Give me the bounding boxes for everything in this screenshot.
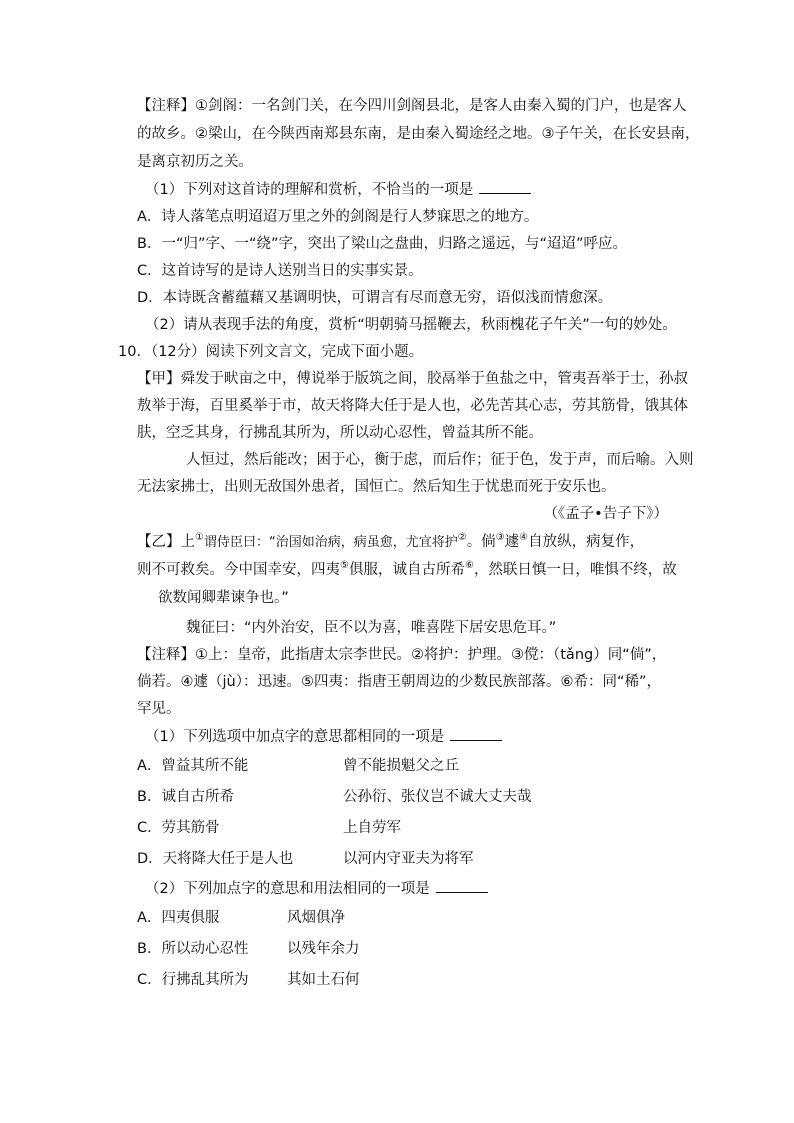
passage-line: 【乙】上①谓侍臣曰：“治国如治病，病虽愈，尤宜将护②。倘③遽④自放纵，病复作，	[137, 532, 645, 550]
option-a-compare: 风烟俱净	[287, 910, 345, 926]
option-c: C．这首诗写的是诗人送别当日的实事实景。	[137, 263, 423, 279]
option-b: B．一“归”字、一“绕”字，突出了梁山之盘曲，归路之遥远，与“迢迢”呼应。	[137, 236, 628, 252]
option-a: A．诗人落笔点明迢迢万里之外的剑阁是行人梦寐思之的地方。	[137, 209, 539, 225]
option-a: A．四夷俱服	[137, 910, 220, 926]
option-a: A．曾益其所不能	[137, 758, 249, 774]
question-stem: （1）下列选项中加点字的意思都相同的一项是	[145, 727, 502, 747]
annotation-line: 是离京初历之关。	[137, 154, 253, 170]
option-a-compare: 曾不能损魁父之丘	[343, 758, 459, 774]
answer-blank	[436, 880, 488, 893]
passage-line: 肤，空乏其身，行拂乱其所为，所以动心忍性，曾益其所不能。	[137, 425, 543, 441]
annotation-line: 【注释】①上：皇帝，此指唐太宗李世民。②将护：护理。③傥：（tǎng）同“倘”，	[137, 647, 667, 663]
question-stem: （2）下列加点字的意思和用法相同的一项是	[145, 879, 488, 899]
passage-line: 敖举于海，百里奚举于市，故天将降大任于是人也，必先苦其心志，劳其筋骨，饿其体	[137, 398, 688, 414]
option-c-compare: 其如土石何	[287, 972, 360, 988]
option-b: B．所以动心忍性	[137, 941, 249, 957]
option-b: B．诚自古所希	[137, 789, 234, 805]
answer-blank	[450, 728, 502, 741]
question-header: 10．（12分）阅读下列文言文，完成下面小题。	[118, 344, 424, 360]
option-d-compare: 以河内守亚夫为将军	[343, 851, 474, 867]
option-b-compare: 以残年余力	[287, 941, 360, 957]
question-stem: （1）下列对这首诗的理解和赏析，不恰当的一项是	[145, 180, 531, 200]
option-d: D．天将降大任于是人也	[137, 851, 294, 867]
annotation-line: 【注释】①剑阁：一名剑门关，在今四川剑阁县北，是客人由秦入蜀的门户，也是客人	[137, 98, 687, 114]
passage-line: 则不可救矣。今中国幸安，四夷⑤俱服，诚自古所希⑥，然联日慎一日，唯惧不终，故	[137, 560, 677, 578]
option-c-compare: 上自劳军	[343, 820, 401, 836]
option-b-compare: 公孙衍、张仪岂不诚大丈夫哉	[343, 789, 532, 805]
option-c: C．劳其筋骨	[137, 820, 220, 836]
passage-line: 欲数闻卿辈谏争也。”	[158, 590, 289, 606]
annotation-line: 罕见。	[137, 701, 181, 717]
passage-line: 魏征曰：“内外治安，臣不以为喜，唯喜陛下居安思危耳。”	[186, 620, 557, 636]
question-stem: （2）请从表现手法的角度，赏析“明朝骑马摇鞭去，秋雨槐花子午关”一句的妙处。	[145, 317, 677, 333]
passage-line: 无法家拂士，出则无敌国外患者，国恒亡。然后知生于忧患而死于安乐也。	[137, 479, 616, 495]
option-c: C．行拂乱其所为	[137, 972, 249, 988]
passage-line: 【甲】舜发于畎亩之中，傅说举于版筑之间，胶鬲举于鱼盐之中，管夷吾举于士，孙叔	[137, 371, 688, 387]
passage-source: （《孟子•告子下》）	[543, 506, 668, 522]
annotation-line: 的故乡。②梁山，在今陕西南郑县东南，是由秦入蜀途经之地。③子午关，在长安县南，	[137, 126, 700, 142]
answer-blank	[479, 181, 531, 194]
passage-line: 人恒过，然后能改；困于心，衡于虑，而后作；征于色，发于声，而后喻。入则	[186, 452, 694, 468]
annotation-line: 倘若。④遽（jù）：迅速。⑤四夷：指唐王朝周边的少数民族部落。⑥希：同“稀”，	[137, 674, 661, 690]
option-d: D．本诗既含蓄蕴藉又基调明快，可谓言有尽而意无穷，语似浅而情愈深。	[137, 290, 613, 306]
